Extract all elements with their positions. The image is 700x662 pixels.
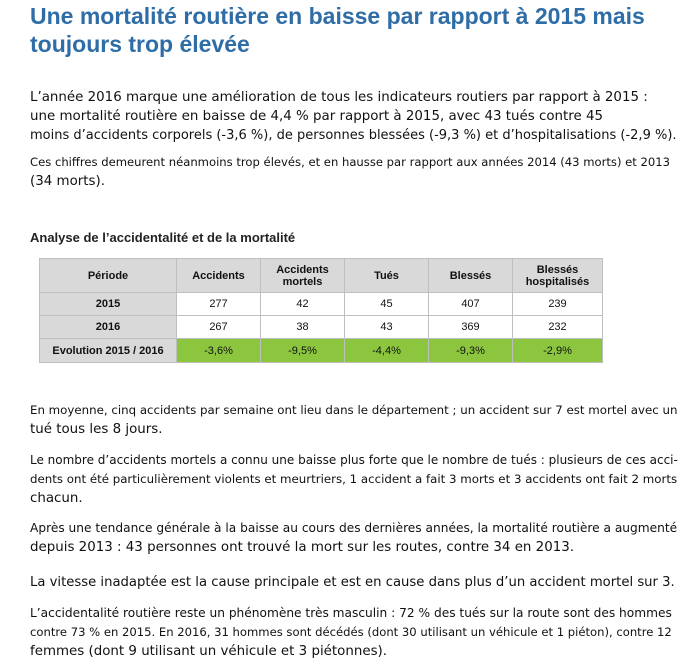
page-title: Une mortalité routière en baisse par rapport à 2015 mais toujours trop élevée <box>30 3 645 57</box>
table-cell: 369 <box>429 316 513 339</box>
table-cell: 277 <box>177 293 261 316</box>
statistics-table <box>39 258 603 363</box>
text-line: L’année 2016 marque une amélioration de tous les indicateurs routiers par rapport à 2015 : <box>30 90 648 105</box>
text-line: En moyenne, cinq accidents par semaine ont lieu dans le département ; un accident sur 7 est mortel avec un <box>30 403 678 417</box>
table-cell: 232 <box>513 316 603 339</box>
header-tues: Tués <box>345 259 429 293</box>
text-line: Ces chiffres demeurent néanmoins trop élevés, et en hausse par rapport aux années 2014 (43 morts) et 2013 <box>30 155 671 169</box>
text-line: La vitesse inadaptée est la cause principale et est en cause dans plus d’un accident mortel sur 3. <box>30 575 675 590</box>
table-cell: 38 <box>261 316 345 339</box>
table-row-evolution <box>40 339 603 363</box>
text-line: Le nombre d’accidents mortels a connu une baisse plus forte que le nombre de tués : plusieurs de ces acci- <box>30 453 678 467</box>
text-line: tué tous les 8 jours. <box>30 422 163 437</box>
fatal-accidents-paragraph <box>30 451 680 508</box>
header-accidents-mortels: Accidents mortels <box>261 259 345 293</box>
section-heading: Analyse de l’accidentalité et de la mortalité <box>30 230 296 245</box>
table-cell: 45 <box>345 293 429 316</box>
evolution-cell: -3,6% <box>177 339 261 363</box>
row-label: 2016 <box>40 316 177 339</box>
high-figures-paragraph <box>30 153 680 191</box>
text-line: depuis 2013 : 43 personnes ont trouvé la mort sur les routes, contre 34 en 2013. <box>30 540 575 555</box>
evolution-cell: -9,5% <box>261 339 345 363</box>
text-line: femmes (dont 9 utilisant un véhicule et 3 piétonnes). <box>30 644 388 659</box>
weekly-accidents-paragraph <box>30 401 680 439</box>
table-cell: 42 <box>261 293 345 316</box>
row-label: 2015 <box>40 293 177 316</box>
table-row-2015 <box>40 293 603 316</box>
table-header-row <box>40 259 603 293</box>
table-cell: 407 <box>429 293 513 316</box>
table-cell: 239 <box>513 293 603 316</box>
header-blesses-hospitalises: Blessés hospitalisés <box>513 259 603 293</box>
table-cell: 267 <box>177 316 261 339</box>
text-line: chacun. <box>30 491 83 506</box>
header-accidents: Accidents <box>177 259 261 293</box>
text-line: moins d’accidents corporels (-3,6 %), de personnes blessées (-9,3 %) et d’hospitalisations (-2,9 %). <box>30 128 677 143</box>
text-line: une mortalité routière en baisse de 4,4 % par rapport à 2015, avec 43 tués contre 45 <box>30 109 604 124</box>
text-line: Après une tendance générale à la baisse au cours des dernières années, la mortalité routière a augmenté <box>30 521 678 535</box>
row-label: Evolution 2015 / 2016 <box>40 339 177 363</box>
header-periode: Période <box>40 259 177 293</box>
table-row-2016 <box>40 316 603 339</box>
text-line: contre 73 % en 2015. En 2016, 31 hommes sont décédés (dont 30 utilisant un véhicule et 1 piéton), contre 12 <box>30 625 672 639</box>
header-blesses: Blessés <box>429 259 513 293</box>
table-cell: 43 <box>345 316 429 339</box>
gender-paragraph <box>30 604 680 661</box>
text-line: L’accidentalité routière reste un phénomène très masculin : 72 % des tués sur la route sont des hommes <box>30 606 672 620</box>
text-line: (34 morts). <box>30 174 105 189</box>
statistics-table-container <box>39 258 602 363</box>
evolution-cell: -4,4% <box>345 339 429 363</box>
evolution-cell: -2,9% <box>513 339 603 363</box>
text-line: dents ont été particulièrement violents et meurtriers, 1 accident a fait 3 morts et 3 accidents ont fait 2 morts <box>30 472 678 486</box>
intro-paragraph <box>30 88 680 145</box>
evolution-cell: -9,3% <box>429 339 513 363</box>
trend-paragraph <box>30 519 680 557</box>
speed-paragraph <box>30 573 680 592</box>
